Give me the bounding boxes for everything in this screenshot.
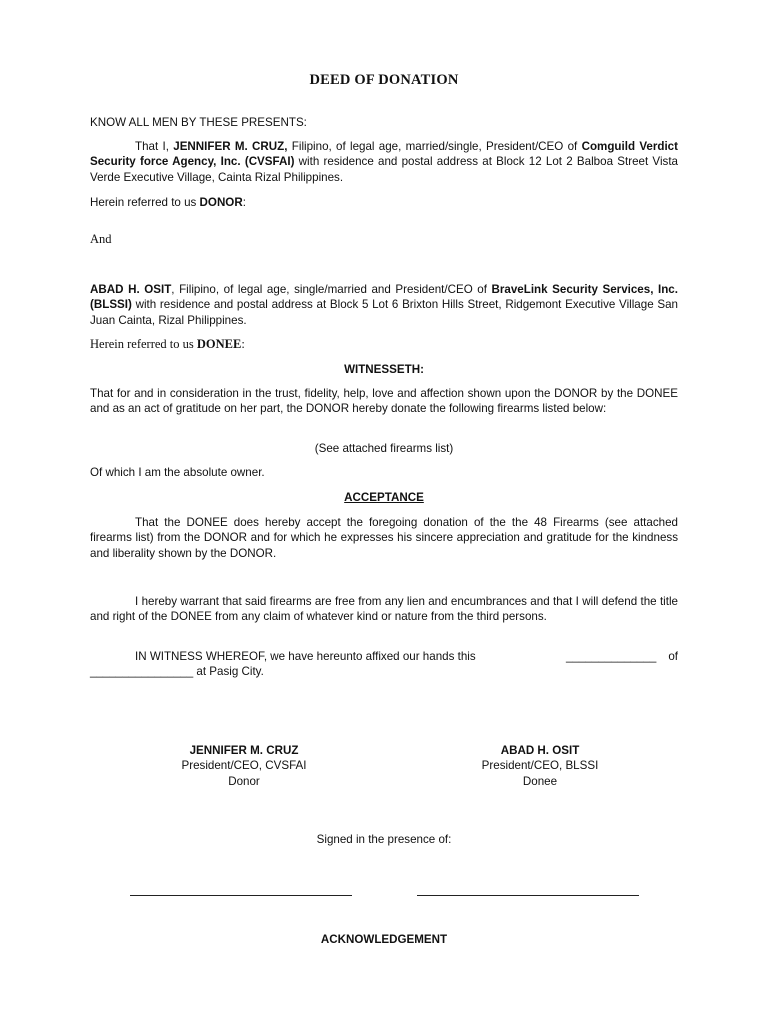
donor-name: JENNIFER M. CRUZ, bbox=[173, 140, 288, 153]
witness-signature-line-1 bbox=[130, 895, 352, 896]
donor-company: Comguild Verdict Security force Agency, Inc. (CVSFAI) bbox=[90, 140, 678, 169]
presence-line: Signed in the presence of: bbox=[316, 833, 452, 846]
warrant-paragraph: I hereby warrant that said firearms are free from any lien and encumbrances and that I will defend the title and right of the DONEE from any claim of whatever kind or nature from the third persons. bbox=[90, 595, 678, 624]
donor-reference: Herein referred to us DONOR: bbox=[90, 196, 246, 209]
witnesseth-heading: WITNESSETH: bbox=[344, 363, 424, 376]
donee-name: ABAD H. OSIT bbox=[90, 283, 172, 296]
donor-signature-block: JENNIFER M. CRUZ President/CEO, CVSFAI Donor bbox=[181, 744, 307, 788]
see-list-note: (See attached firearms list) bbox=[314, 442, 454, 455]
donee-reference: Herein referred to us DONEE: bbox=[90, 337, 245, 351]
document-title: DEED OF DONATION bbox=[309, 72, 459, 88]
and-text: And bbox=[90, 232, 112, 246]
intro-line: KNOW ALL MEN BY THESE PRESENTS: bbox=[90, 116, 307, 129]
owner-statement: Of which I am the absolute owner. bbox=[90, 466, 265, 479]
donee-paragraph: ABAD H. OSIT, Filipino, of legal age, single/married and President/CEO of BraveLink Security Services, Inc. (BLSSI) with residence and postal address at Block 5 Lot 6 Brixton Hills Street, Ridgemont Executive Village San Juan Cainta, Rizal Philippines. bbox=[90, 283, 678, 327]
donee-company: BraveLink Security Services, Inc. (BLSSI) bbox=[90, 283, 678, 312]
acknowledgement-heading: ACKNOWLEDGEMENT bbox=[320, 933, 448, 946]
consideration-paragraph: That for and in consideration in the trust, fidelity, help, love and affection shown upon the DONOR by the DONEE and as an act of gratitude on her part, the DONOR hereby donate the following firearms listed below: bbox=[90, 387, 678, 416]
donor-paragraph: That I, JENNIFER M. CRUZ, Filipino, of legal age, married/single, President/CEO of Comguild Verdict Security force Agency, Inc. (CVSFAI) with residence and postal address at Block 12 Lot 2 Balboa Street Vista Verde Executive Village, Cainta Rizal Philippines. bbox=[90, 140, 678, 184]
donee-signature-block: ABAD H. OSIT President/CEO, BLSSI Donee bbox=[481, 744, 599, 788]
witness-signature-line-2 bbox=[417, 895, 639, 896]
acceptance-heading: ACCEPTANCE bbox=[344, 491, 424, 504]
witness-whereof: IN WITNESS WHEREOF, we have hereunto affixed our hands this ______________ of ________________ at Pasig City. bbox=[90, 650, 678, 679]
acceptance-paragraph: That the DONEE does hereby accept the foregoing donation of the the 48 Firearms (see attached firearms list) from the DONOR and for which he expresses his sincere appreciation and gratitude for the kindness and liberality shown by the DONOR. bbox=[90, 516, 678, 560]
